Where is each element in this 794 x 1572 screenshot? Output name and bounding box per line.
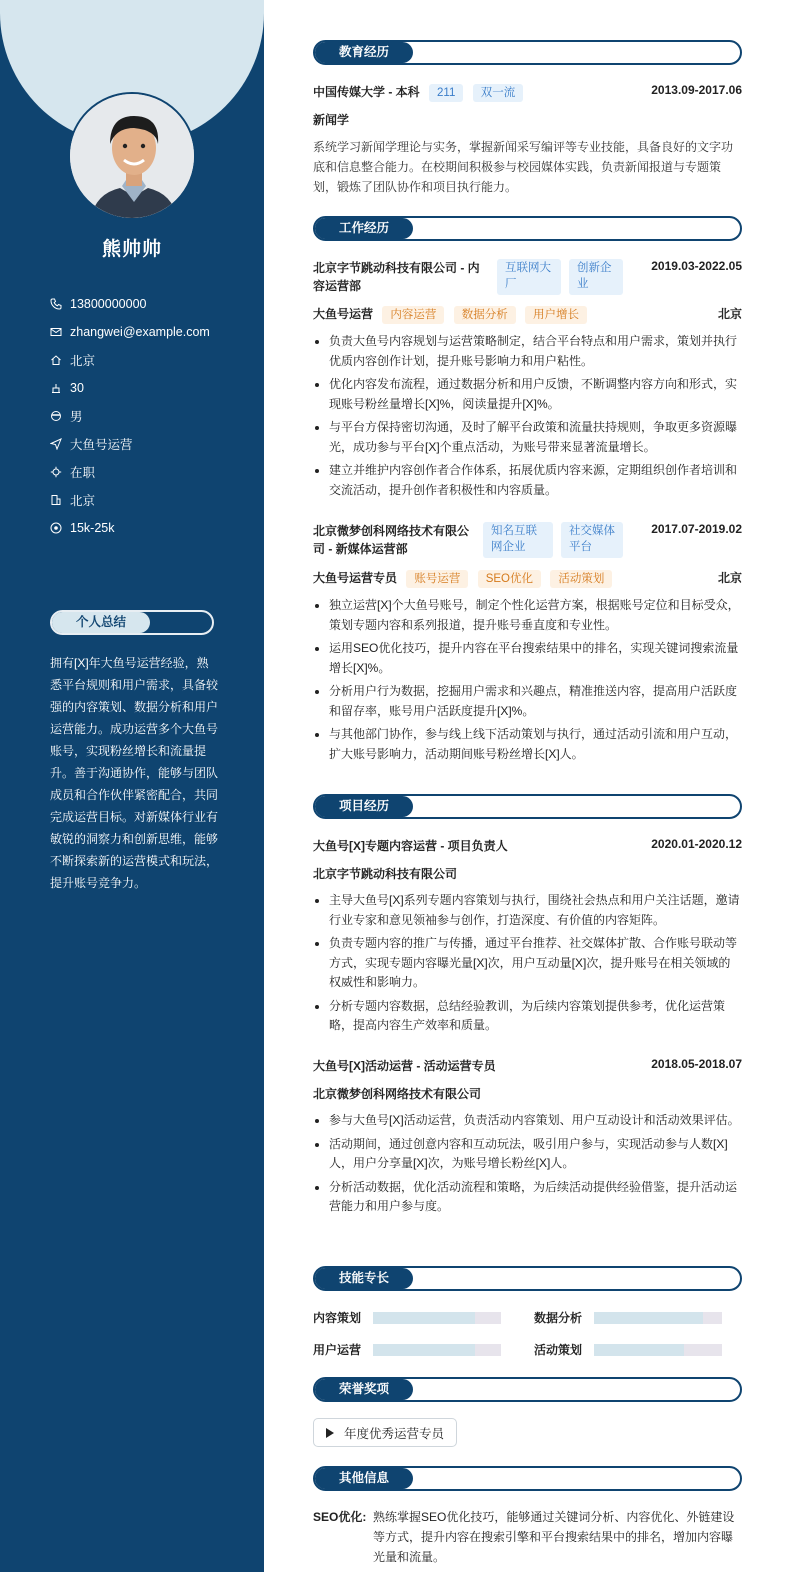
skill-item — [313, 1309, 501, 1326]
company-tag: 互联网大厂 — [497, 259, 561, 295]
bullet: 活动期间，通过创意内容和互动玩法，吸引用户参与，实现活动参与人数[X]人，用户分享量[X]次，为账号增长粉丝[X]人。 — [313, 1135, 742, 1174]
contact-text: 15k-25k — [70, 521, 115, 535]
phone-icon — [50, 298, 62, 310]
skill-bar-fill — [373, 1312, 475, 1324]
contact-list — [50, 290, 210, 542]
contact-phone — [50, 290, 210, 318]
skill-name: 内容策划 — [313, 1311, 362, 1325]
avatar-portrait-icon — [70, 94, 196, 220]
work-bullets — [313, 332, 742, 504]
section-title: 技能专长 — [315, 1268, 413, 1289]
skill-name: 活动策划 — [534, 1343, 583, 1357]
contact-text: 在职 — [70, 466, 96, 480]
contact-text: zhangwei@example.com — [70, 325, 210, 339]
profile-name: 熊帅帅 — [101, 239, 162, 260]
education-description: 系统学习新闻学理论与实务，掌握新闻采写编评等专业技能，具备良好的文字功底和信息整合能力。在校期间积极参与校园媒体实践，负责新闻报道与专题策划，锻炼了团队协作和项目执行能力。 — [313, 140, 734, 194]
project-title: 大鱼号[X]活动运营 - 活动运营专员 — [313, 1059, 496, 1073]
building-icon — [50, 494, 62, 506]
bullet: 与其他部门协作，参与线上线下活动策划与执行，通过活动引流和用户互动，扩大账号影响力，活动期间账号粉丝增长[X]人。 — [313, 725, 742, 764]
role-tag: 用户增长 — [525, 306, 587, 324]
contact-age — [50, 374, 210, 402]
bullet: 与平台方保持密切沟通，及时了解平台政策和流量扶持规则，争取更多资源曝光，成功参与平台[X]个重点活动，为账号带来显著流量增长。 — [313, 418, 742, 457]
date: 2020.01-2020.12 — [651, 837, 742, 851]
role-tag: 数据分析 — [454, 306, 516, 324]
company-tag: 创新企业 — [569, 259, 623, 295]
major: 新闻学 — [313, 113, 350, 127]
skill-item — [313, 1341, 501, 1358]
contact-position — [50, 430, 210, 458]
role: 大鱼号运营专员 — [313, 571, 398, 585]
project-title-row — [313, 1057, 742, 1074]
send-icon — [50, 438, 62, 450]
skill-name: 数据分析 — [534, 1311, 583, 1325]
work-role-row — [313, 305, 742, 324]
section-title: 教育经历 — [315, 42, 413, 63]
section-title: 荣誉奖项 — [315, 1379, 413, 1400]
work-company-row — [313, 522, 742, 558]
project-bullets — [313, 891, 742, 1040]
contact-city — [50, 486, 210, 514]
gender-icon — [50, 410, 62, 422]
role-tag: 账号运营 — [406, 570, 468, 588]
skill-bar-fill — [373, 1344, 475, 1356]
age-icon — [50, 382, 62, 394]
company-tag: 知名互联网企业 — [483, 522, 553, 558]
summary-section-title: 个人总结 — [52, 612, 150, 633]
other-label: SEO优化: — [313, 1510, 367, 1524]
email-icon — [50, 326, 62, 338]
skill-name: 用户运营 — [313, 1343, 362, 1357]
bullet: 运用SEO优化技巧，提升内容在平台搜索结果中的排名，实现关键词搜索流量增长[X]%。 — [313, 639, 742, 678]
projects-section-header — [313, 794, 742, 819]
other-info-row — [313, 1507, 742, 1567]
status-icon — [50, 466, 62, 478]
education-section-header — [313, 40, 742, 65]
contact-text: 男 — [70, 410, 83, 424]
tag: 双一流 — [473, 84, 524, 102]
bullet: 优化内容发布流程，通过数据分析和用户反馈，不断调整内容方向和形式，实现账号粉丝量增长[X]%，阅读量提升[X]%。 — [313, 375, 742, 414]
home-icon — [50, 354, 62, 366]
section-title: 工作经历 — [315, 218, 413, 239]
role-tag: SEO优化 — [478, 570, 541, 588]
city: 北京 — [717, 307, 742, 321]
bullet: 独立运营[X]个大鱼号账号，制定个性化运营方案，根据账号定位和目标受众，策划专题内容和系列报道，提升账号垂直度和专业性。 — [313, 596, 742, 635]
company-name: 北京微梦创科网络技术有限公司 - 新媒体运营部 — [313, 524, 470, 556]
project-org: 北京微梦创科网络技术有限公司 — [313, 1087, 482, 1101]
project-title-row — [313, 837, 742, 854]
work-role-row — [313, 569, 742, 588]
contact-location — [50, 346, 210, 374]
date: 2013.09-2017.06 — [651, 83, 742, 97]
contact-text: 北京 — [70, 494, 96, 508]
summary-text: 拥有[X]年大鱼号运营经验，熟悉平台规则和用户需求，具备较强的内容策划、数据分析和用户运营能力。成功运营多个大鱼号账号，实现粉丝增长和流量提升。善于沟通协作，能够与团队成员和合作伙伴紧密配合，共同完成运营目标。对新媒体行业有敏锐的洞察力和创新思维，能够不断探索新的运营模式和玩法，提升账号竞争力。 — [50, 656, 219, 890]
bullet: 建立并维护内容创作者合作体系，拓展优质内容来源，定期组织创作者培训和交流活动，提升创作者积极性和内容质量。 — [313, 461, 742, 500]
skills-section-header — [313, 1266, 742, 1291]
date: 2017.07-2019.02 — [651, 522, 742, 536]
skill-bar-fill — [594, 1312, 703, 1324]
company-tag: 社交媒体平台 — [561, 522, 623, 558]
bullet: 参与大鱼号[X]活动运营，负责活动内容策划、用户互动设计和活动效果评估。 — [313, 1111, 742, 1131]
contact-salary — [50, 514, 210, 542]
project-bullets — [313, 1111, 742, 1221]
salary-icon — [50, 522, 62, 534]
contact-email[interactable] — [50, 318, 210, 346]
project-title: 大鱼号[X]专题内容运营 - 项目负责人 — [313, 839, 508, 853]
role: 大鱼号运营 — [313, 307, 374, 321]
company-name: 北京字节跳动科技有限公司 - 内容运营部 — [313, 261, 480, 293]
contact-text: 大鱼号运营 — [70, 438, 133, 452]
skill-bar — [594, 1344, 722, 1356]
bullet: 主导大鱼号[X]系列专题内容策划与执行，围绕社会热点和用户关注话题，邀请行业专家和意见领袖参与创作，打造深度、有价值的内容矩阵。 — [313, 891, 742, 930]
contact-status — [50, 458, 210, 486]
skill-item — [534, 1309, 722, 1326]
school-name: 中国传媒大学 - 本科 — [313, 85, 420, 99]
skill-bar — [594, 1312, 722, 1324]
contact-text: 北京 — [70, 354, 96, 368]
city: 北京 — [717, 571, 742, 585]
bullet: 分析用户行为数据，挖掘用户需求和兴趣点，精准推送内容，提高用户活跃度和留存率，账号用户活跃度提升[X]%。 — [313, 682, 742, 721]
sidebar — [0, 0, 264, 1572]
skill-bar — [373, 1312, 501, 1324]
bullet: 负责大鱼号内容规划与运营策略制定，结合平台特点和用户需求，策划并执行优质内容创作计划，提升账号影响力和用户粘性。 — [313, 332, 742, 371]
avatar — [68, 92, 196, 220]
work-section-header — [313, 216, 742, 241]
other-text: 熟练掌握SEO优化技巧，能够通过关键词分析、内容优化、外链建设等方式，提升内容在搜索引擎和平台搜索结果中的排名，增加内容曝光量和流量。 — [373, 1510, 735, 1564]
date: 2018.05-2018.07 — [651, 1057, 742, 1071]
work-bullets — [313, 596, 742, 768]
education-row — [313, 83, 742, 102]
summary-section-header — [50, 610, 214, 635]
work-company-row — [313, 259, 742, 295]
skill-item — [534, 1341, 722, 1358]
date: 2019.03-2022.05 — [651, 259, 742, 273]
role-tag: 内容运营 — [382, 306, 444, 324]
award-item[interactable] — [313, 1418, 457, 1447]
role-tag: 活动策划 — [550, 570, 612, 588]
skill-bar — [373, 1344, 501, 1356]
other-section-header — [313, 1466, 742, 1491]
bullet: 分析活动数据，优化活动流程和策略，为后续活动提供经验借鉴，提升活动运营能力和用户参与度。 — [313, 1178, 742, 1217]
bullet: 分析专题内容数据，总结经验教训，为后续内容策划提供参考，优化运营策略，提高内容生产效率和质量。 — [313, 997, 742, 1036]
skill-bar-fill — [594, 1344, 684, 1356]
section-title: 项目经历 — [315, 796, 413, 817]
awards-section-header — [313, 1377, 742, 1402]
section-title: 其他信息 — [315, 1468, 413, 1489]
contact-gender — [50, 402, 210, 430]
tag: 211 — [429, 84, 463, 102]
contact-text: 13800000000 — [70, 297, 147, 311]
play-triangle-icon — [326, 1428, 334, 1438]
bullet: 负责专题内容的推广与传播，通过平台推荐、社交媒体扩散、合作账号联动等方式，实现专题内容曝光量[X]次，用户互动量[X]次，提升账号在相关领域的权威性和影响力。 — [313, 934, 742, 993]
project-org: 北京字节跳动科技有限公司 — [313, 867, 458, 881]
contact-text: 30 — [70, 381, 84, 395]
award-label: 年度优秀运营专员 — [344, 1426, 445, 1441]
